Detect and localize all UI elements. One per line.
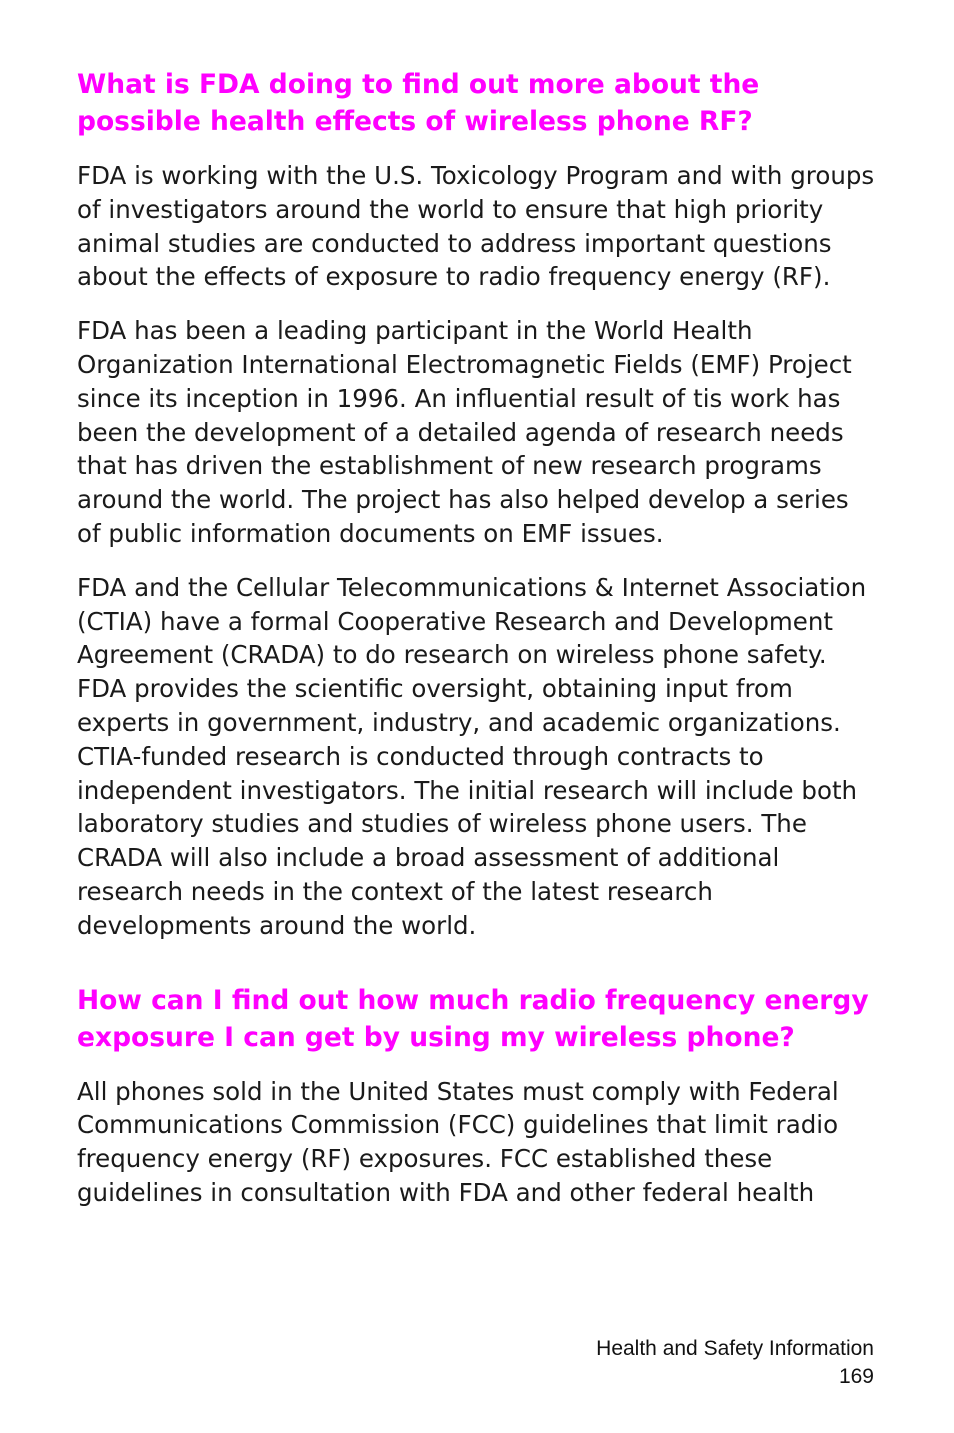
- paragraph-toxicology-program: FDA is working with the U.S. Toxicology Program and with groups of investigators around the world to ensure that high priority animal studies are conducted to address important questions about the effects of exposure to radio frequency energy (RF).: [77, 161, 875, 292]
- section-heading-rf-exposure: How can I find out how much radio frequency energy exposure I can get by using my wireless phone?: [77, 984, 869, 1053]
- page-content: [77, 66, 877, 1210]
- paragraph-emf-project: FDA has been a leading participant in the World Health Organization International Electromagnetic Fields (EMF) Project since its inception in 1996. An influential result of tis work has been the development of a detailed agenda of research needs that has driven the establishment of new research programs around the world. The project has also helped develop a series of public information documents on EMF issues.: [77, 316, 852, 548]
- section-heading-fda-research: What is FDA doing to find out more about the possible health effects of wireless phone RF?: [77, 69, 760, 137]
- paragraph-fcc-guidelines: All phones sold in the United States must comply with Federal Communications Commission (FCC) guidelines that limit radio frequency energy (RF) exposures. FCC established these guidelines in consultation with FDA and other federal health: [77, 1076, 839, 1207]
- footer-section-title: Health and Safety Information: [596, 1337, 874, 1360]
- page-footer: [596, 1335, 874, 1391]
- paragraph-crada-agreement: FDA and the Cellular Telecommunications & Internet Association (CTIA) have a formal Cooperative Research and Development Agreement (CRADA) to do research on wireless phone safety. FDA provides the scientific oversight, obtaining input from experts in government, industry, and academic organizations. CTIA-funded research is conducted through contracts to independent investigators. The initial research will include both laboratory studies and studies of wireless phone users. The CRADA will also include a broad assessment of additional research needs in the context of the latest research developments around the world.: [77, 572, 867, 940]
- page-number: 169: [838, 1365, 874, 1388]
